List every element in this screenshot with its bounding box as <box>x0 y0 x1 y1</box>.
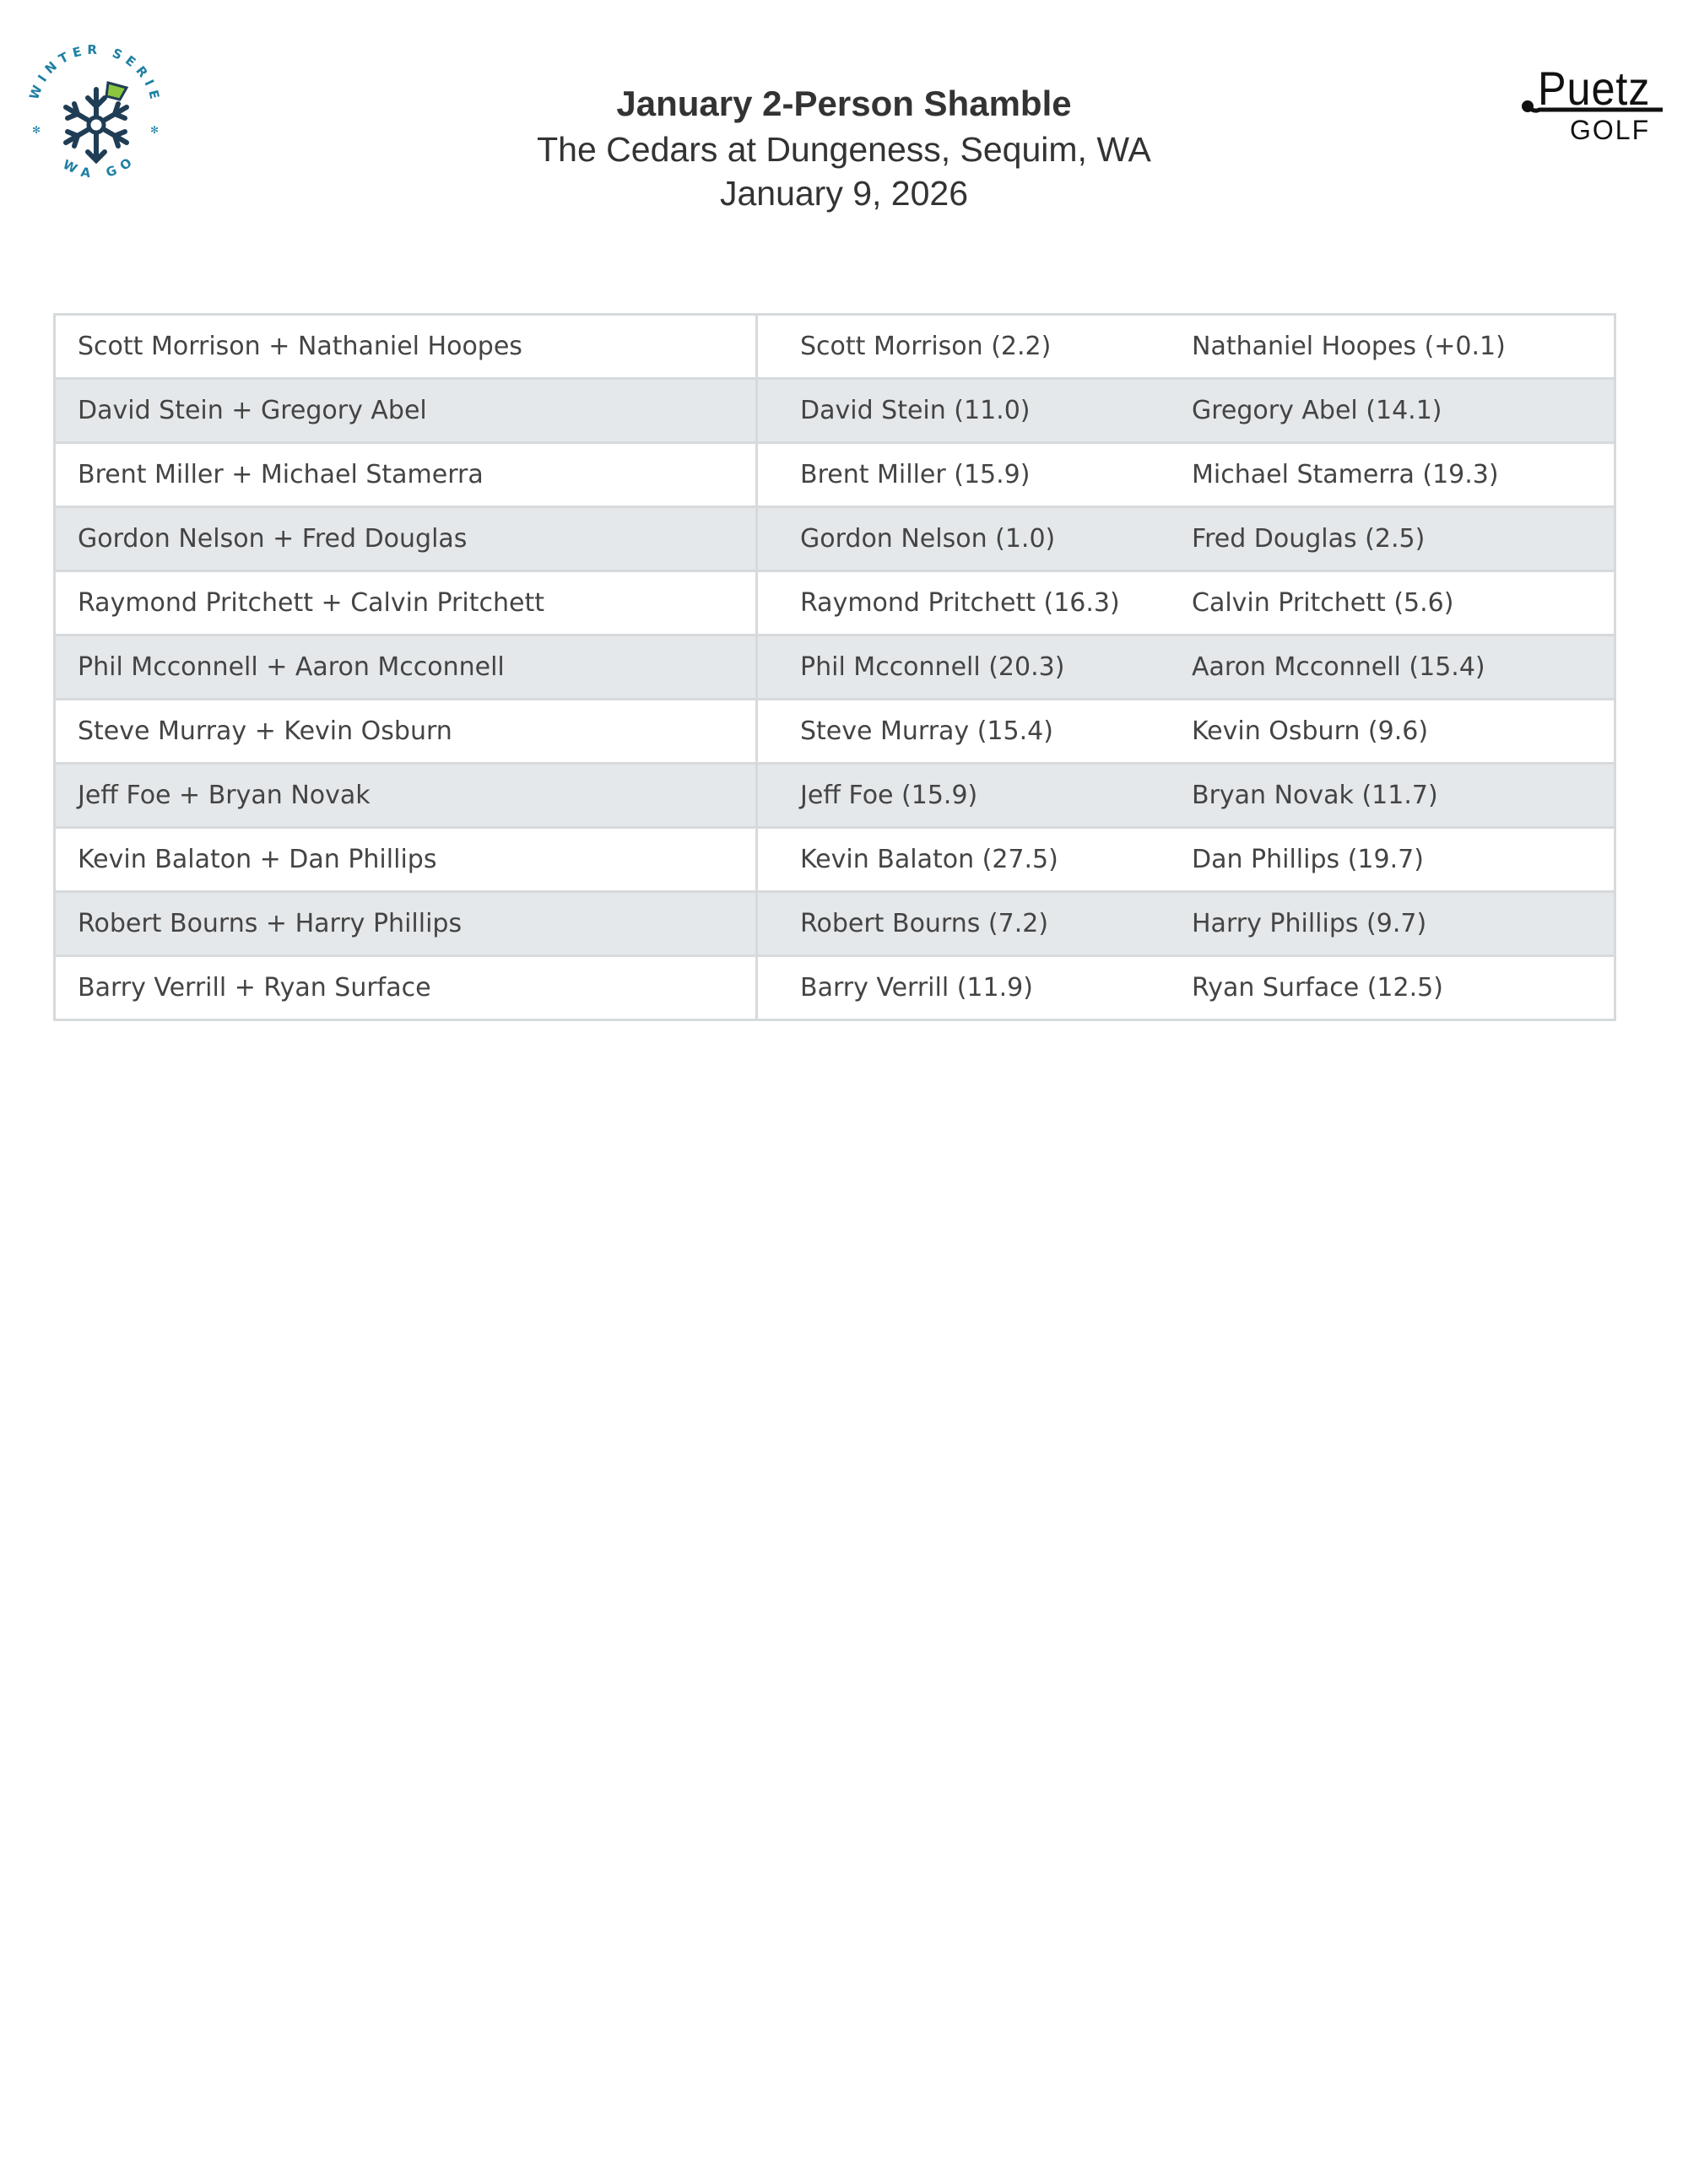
table-row <box>55 315 1615 379</box>
pairings-table <box>53 313 1616 1021</box>
player2-handicap-cell: Bryan Novak (11.7) <box>1173 764 1615 828</box>
player1-handicap-cell: Barry Verrill (11.9) <box>757 956 1174 1020</box>
golf-sub-text: GOLF <box>1570 115 1651 145</box>
svg-text:✻: ✻ <box>32 124 41 136</box>
player2-handicap-cell: Dan Phillips (19.7) <box>1173 828 1615 892</box>
event-header <box>0 80 1688 215</box>
player2-handicap-cell: Gregory Abel (14.1) <box>1173 379 1615 443</box>
team-cell: Gordon Nelson + Fred Douglas <box>55 507 757 571</box>
player2-handicap-cell: Calvin Pritchett (5.6) <box>1173 571 1615 635</box>
player1-handicap-cell: Brent Miller (15.9) <box>757 443 1174 507</box>
player2-handicap-cell: Nathaniel Hoopes (+0.1) <box>1173 315 1615 379</box>
table-row <box>55 700 1615 764</box>
team-cell: Phil Mcconnell + Aaron Mcconnell <box>55 635 757 700</box>
table-row <box>55 764 1615 828</box>
player2-handicap-cell: Michael Stamerra (19.3) <box>1173 443 1615 507</box>
player2-handicap-cell: Ryan Surface (12.5) <box>1173 956 1615 1020</box>
team-cell: Brent Miller + Michael Stamerra <box>55 443 757 507</box>
pairings-table-body <box>55 315 1615 1020</box>
player1-handicap-cell: Raymond Pritchett (16.3) <box>757 571 1174 635</box>
table-row <box>55 507 1615 571</box>
team-cell: Barry Verrill + Ryan Surface <box>55 956 757 1020</box>
event-date: January 9, 2026 <box>719 174 969 213</box>
player2-handicap-cell: Kevin Osburn (9.6) <box>1173 700 1615 764</box>
team-cell: Robert Bourns + Harry Phillips <box>55 892 757 956</box>
table-row <box>55 828 1615 892</box>
player1-handicap-cell: Steve Murray (15.4) <box>757 700 1174 764</box>
table-row <box>55 443 1615 507</box>
table-row <box>55 571 1615 635</box>
svg-text:WINTER SERIES: WINTER SERIE <box>26 41 164 105</box>
team-cell: Kevin Balaton + Dan Phillips <box>55 828 757 892</box>
player1-handicap-cell: Gordon Nelson (1.0) <box>757 507 1174 571</box>
table-row <box>55 892 1615 956</box>
svg-text:WA GOLF: WA GO <box>60 150 140 182</box>
player1-handicap-cell: David Stein (11.0) <box>757 379 1174 443</box>
team-cell: David Stein + Gregory Abel <box>55 379 757 443</box>
table-row <box>55 635 1615 700</box>
team-cell: Scott Morrison + Nathaniel Hoopes <box>55 315 757 379</box>
player2-handicap-cell: Aaron Mcconnell (15.4) <box>1173 635 1615 700</box>
player2-handicap-cell: Fred Douglas (2.5) <box>1173 507 1615 571</box>
event-title: January 2-Person Shamble <box>616 84 1072 123</box>
player1-handicap-cell: Jeff Foe (15.9) <box>757 764 1174 828</box>
svg-text:✻: ✻ <box>150 124 160 136</box>
team-cell: Steve Murray + Kevin Osburn <box>55 700 757 764</box>
player1-handicap-cell: Scott Morrison (2.2) <box>757 315 1174 379</box>
team-cell: Jeff Foe + Bryan Novak <box>55 764 757 828</box>
table-row <box>55 379 1615 443</box>
player1-handicap-cell: Robert Bourns (7.2) <box>757 892 1174 956</box>
player2-handicap-cell: Harry Phillips (9.7) <box>1173 892 1615 956</box>
player1-handicap-cell: Phil Mcconnell (20.3) <box>757 635 1174 700</box>
puetz-brand-text: Puetz <box>1538 62 1651 115</box>
table-row <box>55 956 1615 1020</box>
event-location: The Cedars at Dungeness, Sequim, WA <box>537 130 1151 169</box>
player1-handicap-cell: Kevin Balaton (27.5) <box>757 828 1174 892</box>
team-cell: Raymond Pritchett + Calvin Pritchett <box>55 571 757 635</box>
